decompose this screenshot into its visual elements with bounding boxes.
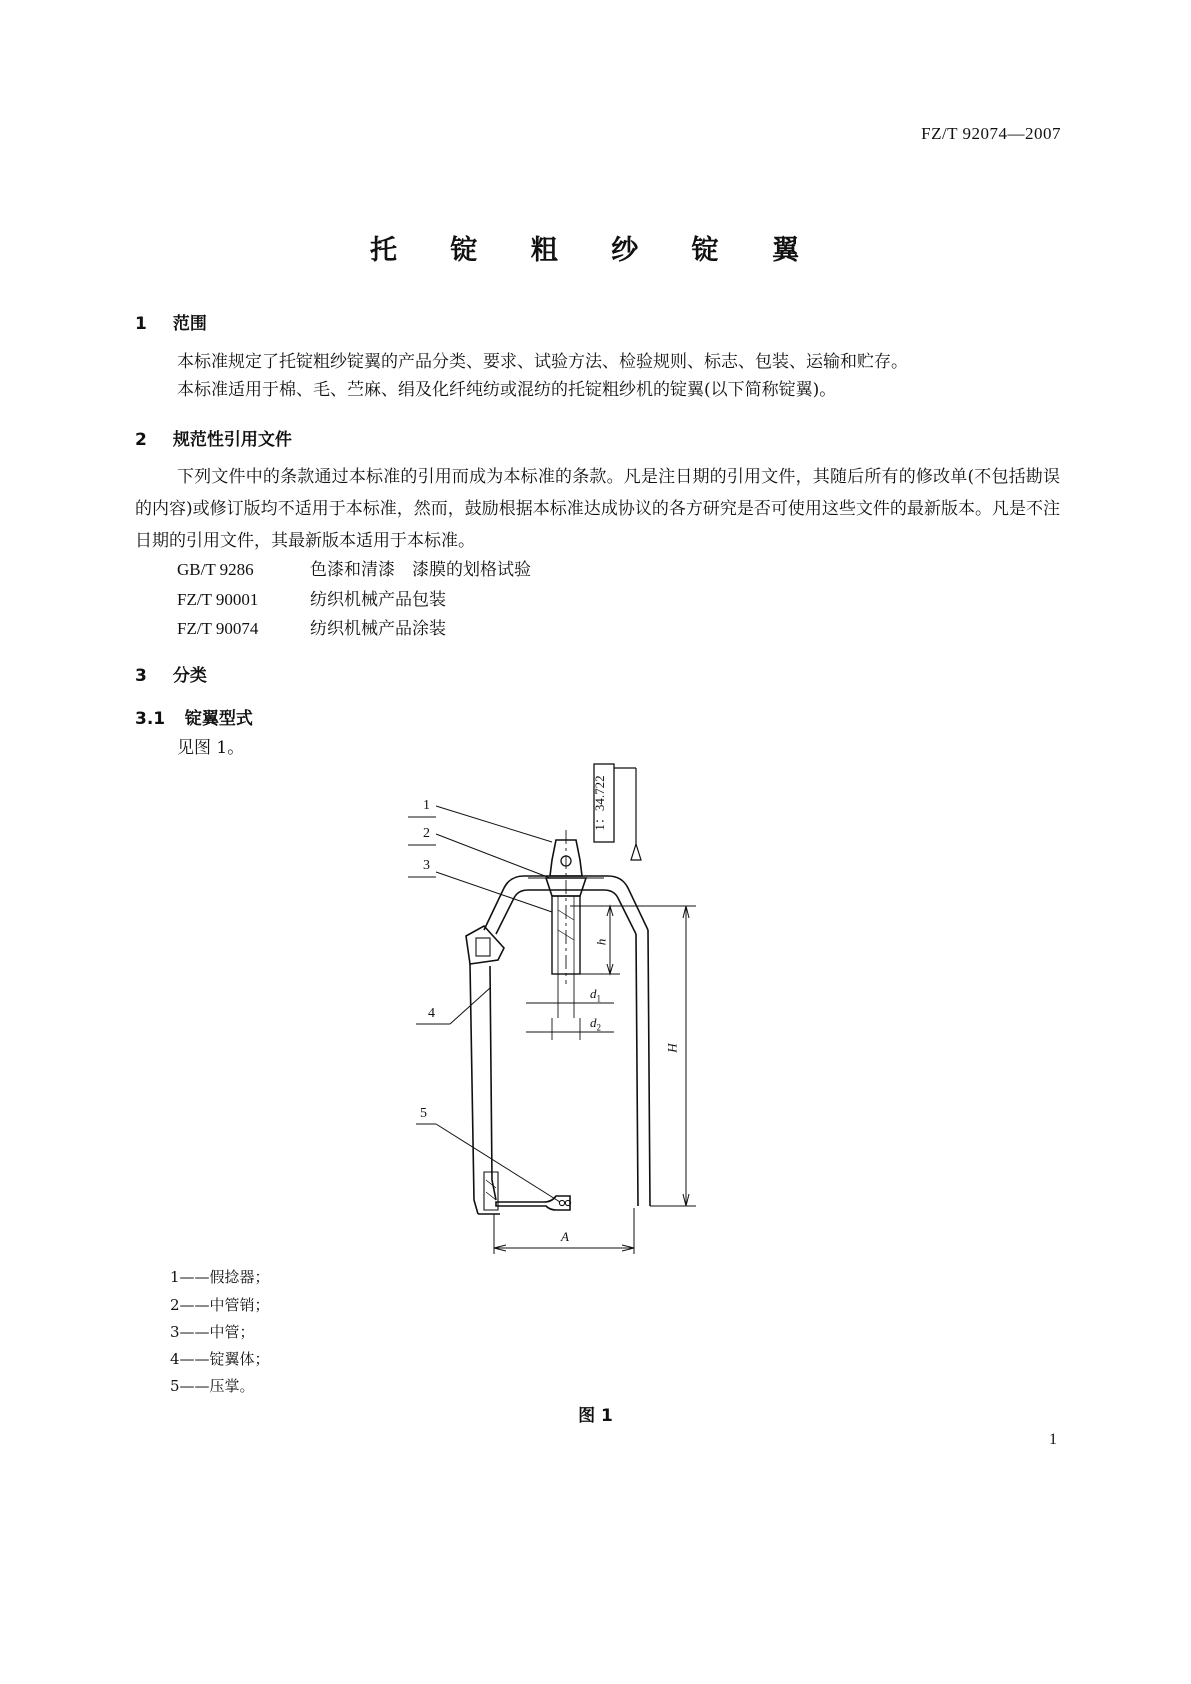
flyer-leg-right-outer — [648, 930, 650, 1206]
legend-item: 2——中管销； — [170, 1296, 270, 1314]
reference-item — [177, 614, 446, 639]
reference-code: GB/T 9286 — [177, 560, 254, 579]
scale-label: 1：34.722 — [592, 775, 607, 831]
section-number: 2 — [135, 430, 147, 450]
section-title: 规范性引用文件 — [172, 430, 292, 450]
dimension-A: A — [561, 1229, 569, 1244]
figure-caption: 图 1 — [578, 1406, 613, 1426]
flyer-leg-right-inner — [636, 934, 638, 1206]
dimension-d2: $d_2$ — [590, 1015, 601, 1033]
section-3-heading — [135, 661, 207, 686]
subsection-title: 锭翼型式 — [184, 709, 253, 729]
subsection-3-1-text: 见图 1。 — [177, 738, 245, 758]
dimension-h: h — [593, 938, 609, 946]
reference-title: 色漆和清漆 漆膜的划格试验 — [310, 560, 531, 580]
legend-item: 1——假捻器； — [170, 1268, 270, 1286]
reference-title: 纺织机械产品涂装 — [310, 619, 446, 639]
reference-item — [177, 585, 446, 610]
reference-code: FZ/T 90001 — [177, 590, 259, 609]
flyer-leg-left-outer — [470, 964, 478, 1214]
callout-1: 1 — [423, 798, 430, 813]
section-title: 分类 — [172, 666, 207, 686]
subsection-3-1-heading — [135, 704, 253, 729]
section-2-paragraph-1: 下列文件中的条款通过本标准的引用而成为本标准的条款。凡是注日期的引用文件，其随后所有的修改单(不包括勘误的内容)或修订版均不适用于本标准，然而，鼓励根据本标准达成协议的各方研究是否可使用这些文件的最新版本。凡是不注日期的引用文件，其最新版本适用于本标准。 — [135, 467, 1060, 551]
reference-item — [177, 555, 531, 580]
reference-code: FZ/T 90074 — [177, 619, 259, 638]
callout-3: 3 — [423, 858, 430, 873]
dimension-H: H — [664, 1043, 680, 1053]
page-number: 1 — [1049, 1431, 1057, 1448]
standard-code: FZ/T 92074—2007 — [921, 124, 1061, 143]
document-title: 托 锭 粗 纱 锭 翼 — [370, 235, 821, 266]
subsection-number: 3.1 — [135, 709, 166, 729]
dimension-d1: $d_1$ — [590, 986, 601, 1004]
section-2-heading — [135, 425, 292, 450]
section-number: 3 — [135, 666, 147, 686]
callout-5: 5 — [420, 1106, 427, 1121]
flyer-drawing — [400, 760, 820, 1280]
legend-item: 4——锭翼体； — [170, 1350, 270, 1368]
section-1-paragraph-2: 本标准适用于棉、毛、苎麻、绢及化纤纯纺或混纺的托锭粗纱机的锭翼(以下简称锭翼)。 — [177, 380, 837, 400]
section-title: 范围 — [172, 314, 207, 334]
reference-title: 纺织机械产品包装 — [310, 590, 446, 610]
view-arrow-icon — [631, 844, 641, 860]
callout-4: 4 — [428, 1006, 435, 1021]
legend-item: 5——压掌。 — [170, 1377, 255, 1395]
section-number: 1 — [135, 314, 147, 334]
callout-2: 2 — [423, 826, 430, 841]
section-1-heading — [135, 309, 207, 334]
legend-item: 3——中管； — [170, 1323, 255, 1341]
left-boss — [466, 926, 504, 964]
section-1-paragraph-1: 本标准规定了托锭粗纱锭翼的产品分类、要求、试验方法、检验规则、标志、包装、运输和贮存。 — [177, 352, 908, 372]
flyer-leg-left-inner — [490, 966, 496, 1200]
